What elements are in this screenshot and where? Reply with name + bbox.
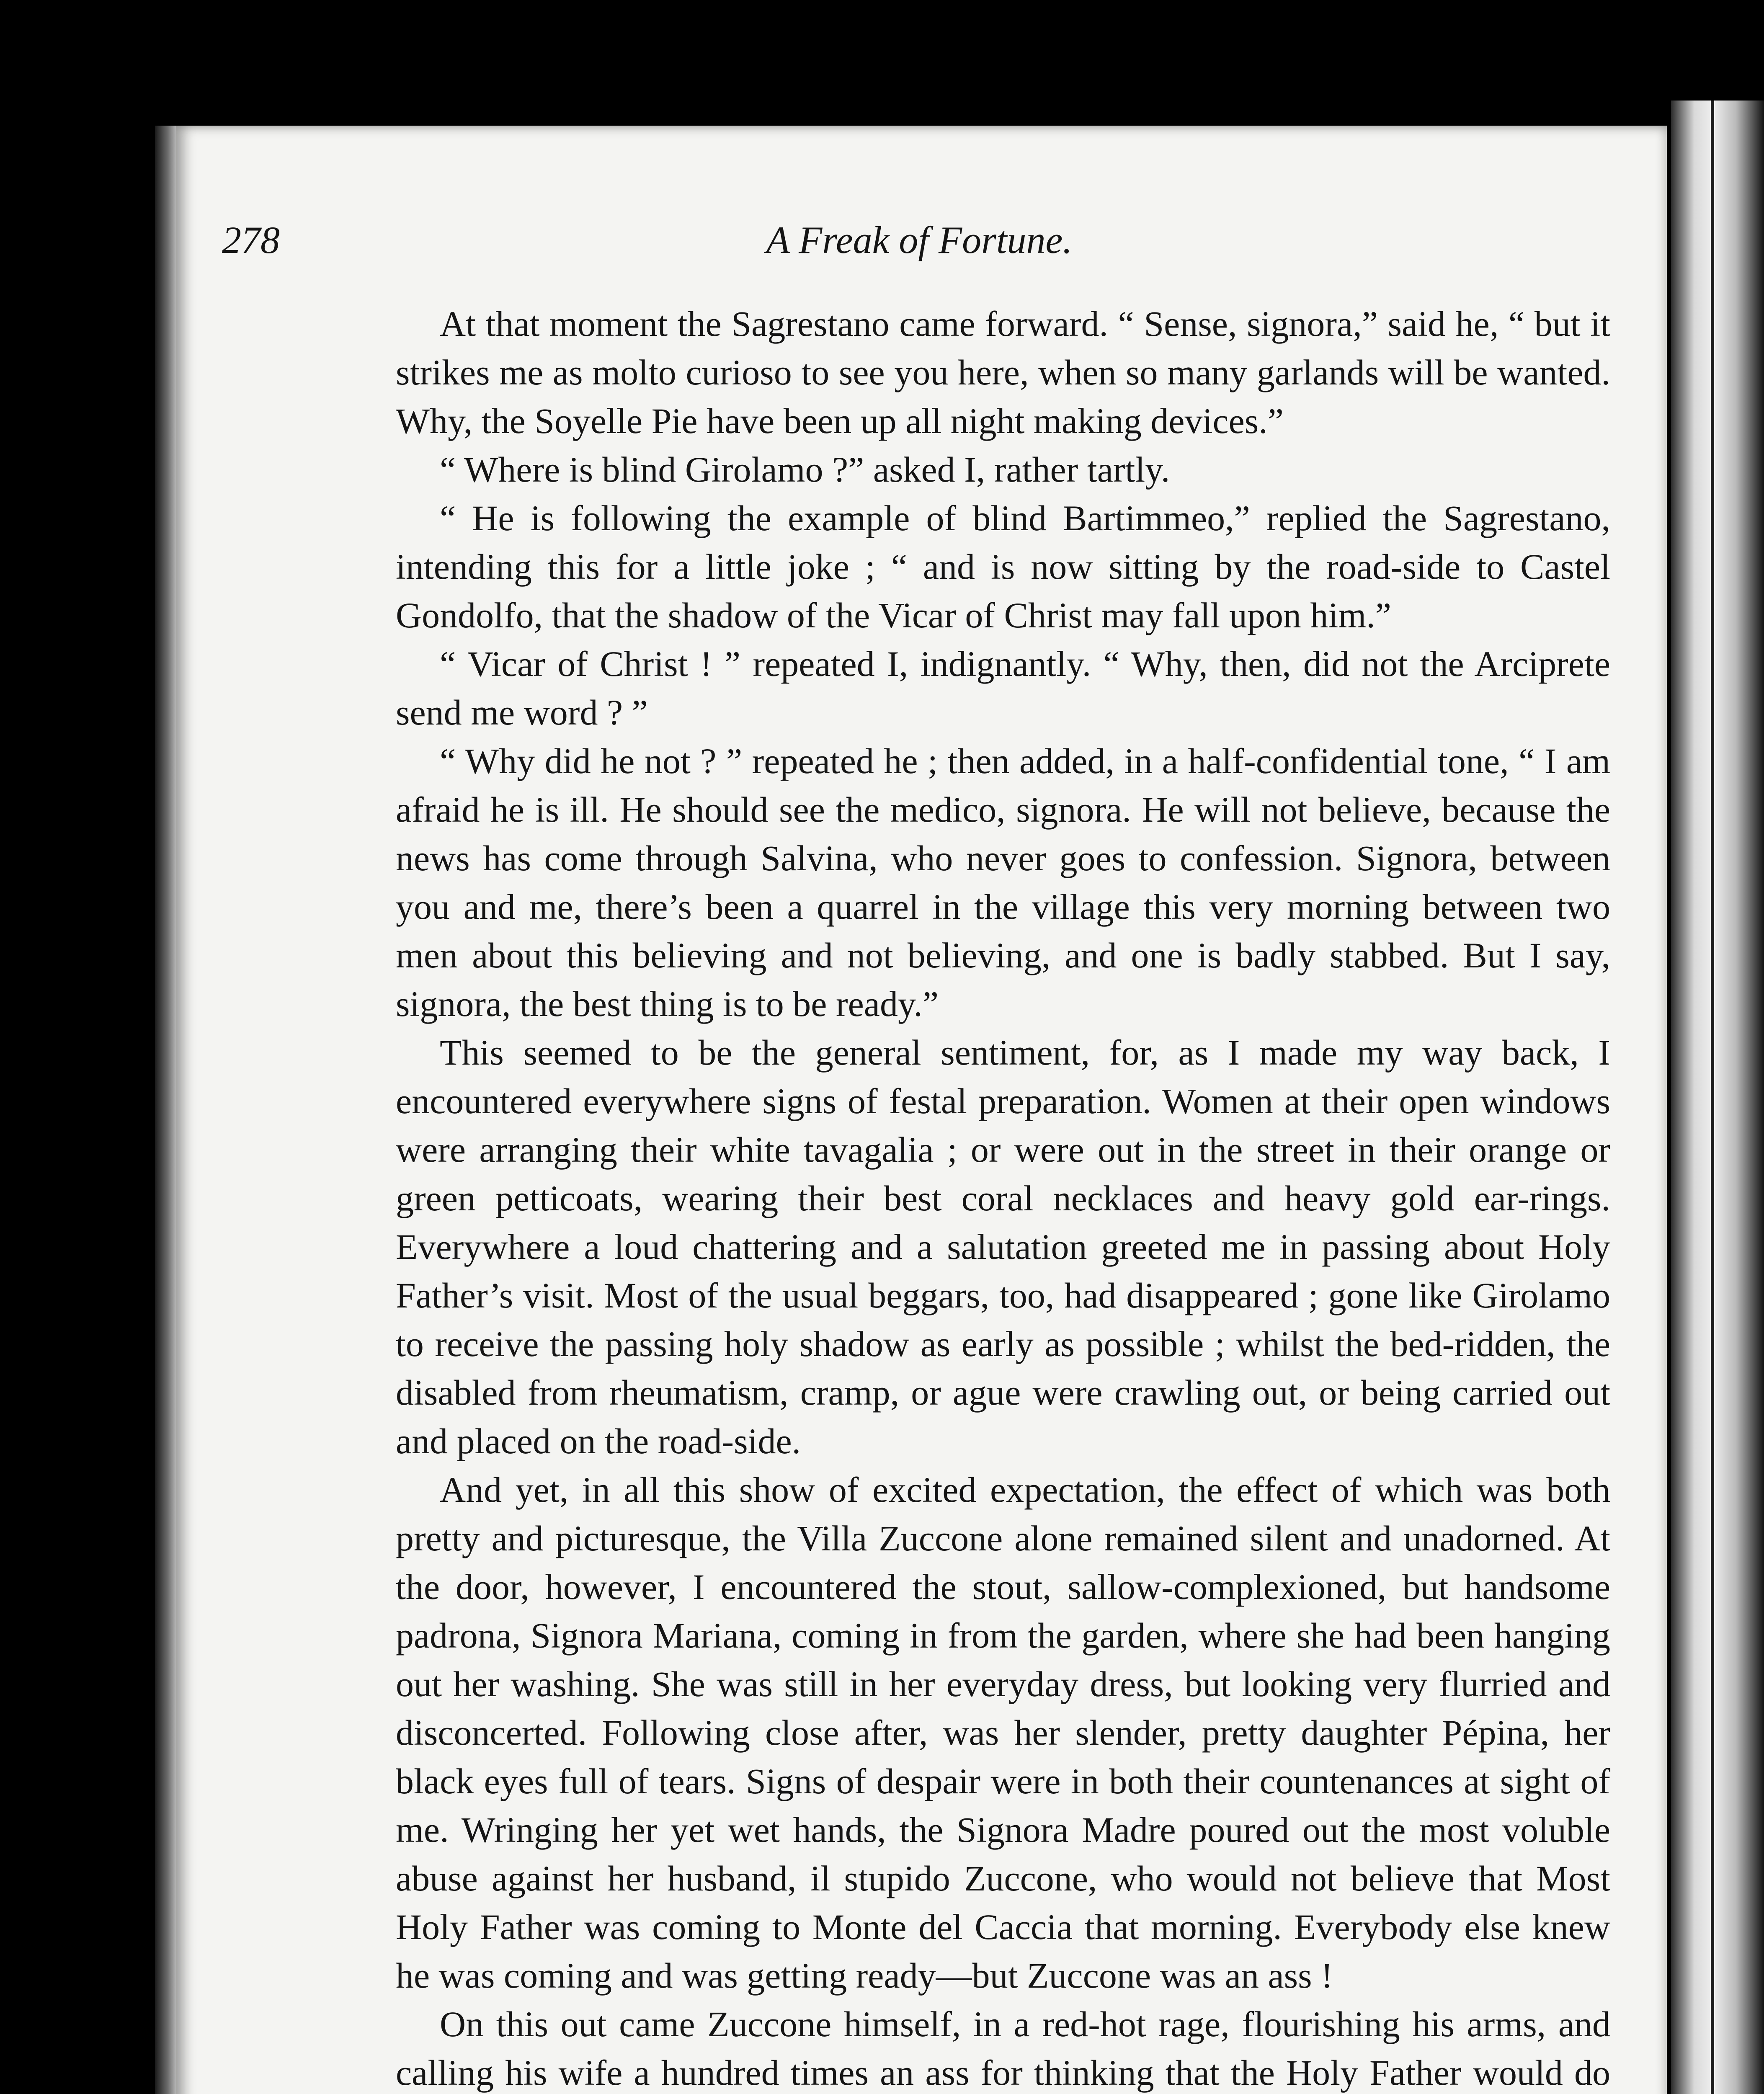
facing-page-gutter: [1711, 101, 1714, 2094]
paragraph: “ He is following the example of blind Bartimmeo,” replied the Sagrestano, intending this for a little joke ; “ and is now sitting by the road-side to Castel Gondolfo, that the shadow of the Vicar of Christ may fall upon him.”: [396, 498, 1610, 635]
paragraph: On this out came Zuccone himself, in a red-hot rage, flourishing his arms, and calling his wife a hundred times an ass for thinking that the Holy Father would do: [396, 2004, 1610, 2093]
paragraph: This seemed to be the general sentiment, for, as I made my way back, I encountered everywhere signs of festal preparation. Women at their open windows were arranging their white tavagalia ; or were out in the street in their orange or green petticoats, wearing their best coral necklaces and heavy gold ear-rings. Everywhere a loud chattering and a salutation greeted me in passing about Holy Father’s visit. Most of the usual beggars, too, had disappeared ; gone like Girolamo to receive the passing holy shadow as early as possible ; whilst the bed-ridden, the disabled from rheumatism, cramp, or ague were crawling out, or being carried out and placed on the road-side.: [396, 1032, 1610, 1461]
facing-page-edge: [1671, 101, 1764, 2094]
paragraph: “ Vicar of Christ ! ” repeated I, indignantly. “ Why, then, did not the Arciprete send me word ? ”: [396, 644, 1610, 732]
paragraph: “ Where is blind Girolamo ?” asked I, rather tartly.: [440, 449, 1170, 490]
paragraph: At that moment the Sagrestano came forward. “ Sense, signora,” said he, “ but it strikes me as molto curioso to see you here, when so many garlands will be wanted. Why, the Soyelle Pie have been up all night making devices.”: [396, 304, 1610, 441]
body-text: [396, 299, 1610, 2094]
running-title: A Freak of Fortune.: [766, 219, 1073, 261]
paragraph: And yet, in all this show of excited expectation, the effect of which was both pretty and picturesque, the Villa Zuccone alone remained silent and unadorned. At the door, however, I encountered the stout, sallow-complexioned, but handsome padrona, Signora Mariana, coming in from the garden, where she had been hanging out her washing. She was still in her everyday dress, but looking very flurried and disconcerted. Following close after, was her slender, pretty daughter Pépina, her black eyes full of tears. Signs of despair were in both their countenances at sight of me. Wringing her yet wet hands, the Signora Madre poured out the most voluble abuse against her husband, il stupido Zuccone, who would not believe that Most Holy Father was coming to Monte del Caccia that morning. Everybody else knew he was coming and was getting ready—but Zuccone was an ass !: [396, 1470, 1610, 1996]
running-head: [222, 218, 1617, 268]
paragraph: “ Why did he not ? ” repeated he ; then added, in a half-confidential tone, “ I am afraid he is ill. He should see the medico, signora. He will not believe, because the news has come through Salvina, who never goes to confession. Signora, between you and me, there’s been a quarrel in the village this very morning between two men about this believing and not believing, and one is badly stabbed. But I say, signora, the best thing is to be ready.”: [396, 741, 1610, 1024]
page-number: 278: [222, 219, 280, 261]
